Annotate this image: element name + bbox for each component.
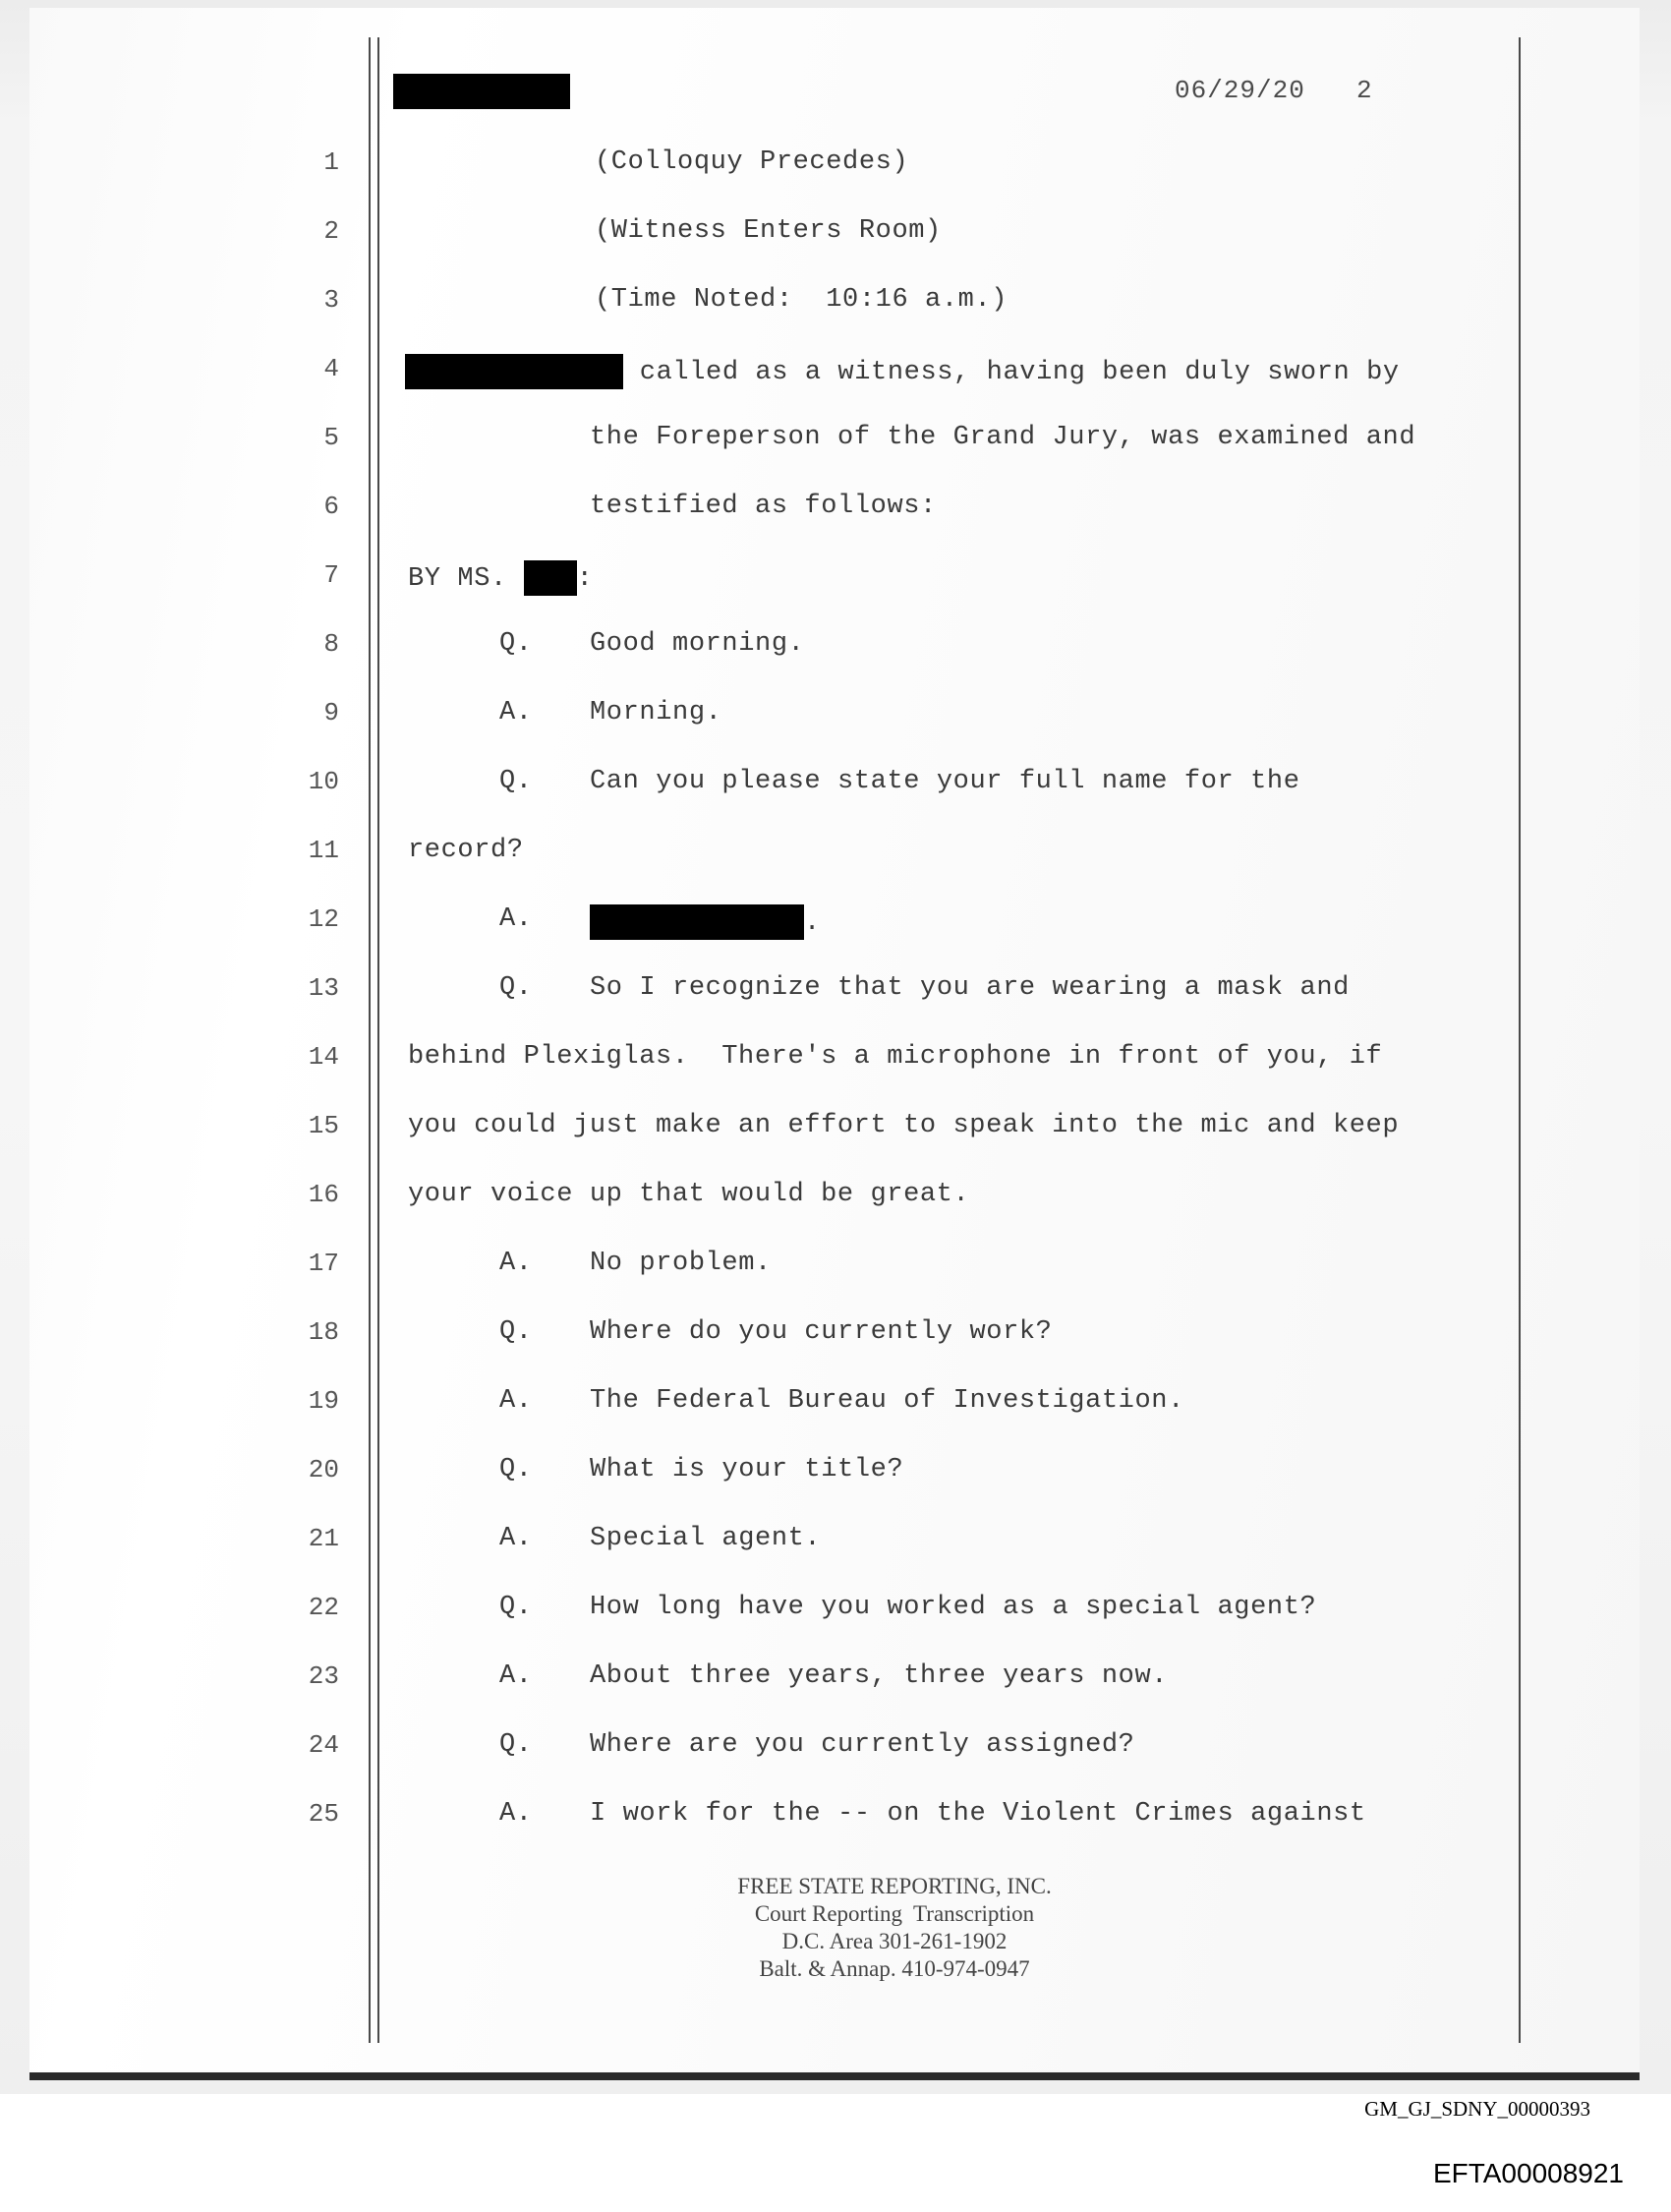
line-number: 5	[323, 423, 339, 452]
transcript-line	[0, 904, 1573, 954]
speaker-label: Q.	[499, 767, 533, 796]
transcript-line	[0, 492, 1573, 541]
line-number: 21	[308, 1524, 339, 1553]
speaker-label: A.	[499, 1249, 533, 1278]
line-text: No problem.	[590, 1249, 772, 1278]
line-period: .	[804, 908, 821, 939]
line-number: 15	[308, 1111, 339, 1140]
transcript-line	[0, 698, 1573, 747]
line-text: behind Plexiglas. There's a microphone in front of you, if	[408, 1042, 1383, 1072]
line-number: 24	[308, 1730, 339, 1760]
examiner-label: BY MS.	[408, 564, 524, 595]
line-number: 9	[323, 698, 339, 728]
transcript-line	[0, 1661, 1573, 1711]
line-number: 14	[308, 1042, 339, 1072]
witness-name-redaction	[405, 354, 623, 389]
line-number: 20	[308, 1455, 339, 1484]
line-number: 19	[308, 1386, 339, 1416]
footer-service: Court Reporting Transcription	[754, 1901, 1035, 1926]
transcript-line	[0, 1111, 1573, 1160]
line-number: 23	[308, 1661, 339, 1691]
transcript-line	[0, 1249, 1573, 1298]
line-text: you could just make an effort to speak into the mic and keep	[408, 1111, 1400, 1140]
speaker-label: A.	[499, 698, 533, 728]
line-text: Where do you currently work?	[590, 1317, 1053, 1347]
speaker-label: Q.	[499, 1593, 533, 1622]
transcript-line	[0, 629, 1573, 678]
line-number: 16	[308, 1180, 339, 1209]
transcript-line	[0, 767, 1573, 816]
line-text: The Federal Bureau of Investigation.	[590, 1386, 1184, 1416]
line-text: About three years, three years now.	[590, 1661, 1169, 1691]
header-page-number: 2	[1356, 76, 1372, 105]
line-text: I work for the -- on the Violent Crimes against	[590, 1799, 1366, 1829]
speaker-label: A.	[499, 904, 533, 934]
speaker-label: Q.	[499, 629, 533, 659]
line-text: (Time Noted: 10:16 a.m.)	[595, 285, 1008, 315]
speaker-label: Q.	[499, 1317, 533, 1347]
line-text: (Witness Enters Room)	[595, 216, 942, 246]
header-date: 06/29/20	[1175, 76, 1305, 105]
transcript-line	[0, 1317, 1573, 1367]
transcript-line	[0, 1593, 1573, 1642]
line-number: 3	[323, 285, 339, 315]
speaker-label: Q.	[499, 1730, 533, 1760]
line-text: your voice up that would be great.	[408, 1180, 970, 1209]
line-text: Where are you currently assigned?	[590, 1730, 1135, 1760]
witness-name-redaction	[590, 904, 804, 940]
line-text: Can you please state your full name for the	[590, 767, 1300, 796]
transcript-line	[0, 216, 1573, 265]
line-text: So I recognize that you are wearing a mask and	[590, 973, 1350, 1003]
transcript-line	[0, 1042, 1573, 1091]
line-number: 4	[323, 354, 339, 383]
transcript-line	[0, 423, 1573, 472]
transcript-line	[0, 560, 1573, 610]
line-number: 18	[308, 1317, 339, 1347]
line-number: 8	[323, 629, 339, 659]
line-number: 6	[323, 492, 339, 521]
line-text: How long have you worked as a special agent?	[590, 1593, 1317, 1622]
transcript-line	[0, 1386, 1573, 1435]
line-text: Good morning.	[590, 629, 805, 659]
examiner-name-redaction	[524, 560, 577, 596]
transcript-line	[0, 354, 1573, 403]
footer-dc-phone: D.C. Area 301-261-1902	[781, 1929, 1008, 1953]
line-text: (Colloquy Precedes)	[595, 147, 909, 177]
reporter-footer	[649, 1873, 1140, 1983]
line-number: 7	[323, 560, 339, 590]
transcript-line	[0, 1730, 1573, 1779]
transcript-line	[0, 1455, 1573, 1504]
speaker-label: A.	[499, 1799, 533, 1829]
line-number: 22	[308, 1593, 339, 1622]
line-number: 11	[308, 836, 339, 865]
line-text: testified as follows:	[590, 492, 937, 521]
transcript-line	[0, 1180, 1573, 1229]
transcript-line	[0, 1799, 1573, 1848]
line-number: 25	[308, 1799, 339, 1829]
transcript-line	[0, 973, 1573, 1022]
line-text: Special agent.	[590, 1524, 822, 1553]
speaker-label: Q.	[499, 973, 533, 1003]
line-text	[408, 560, 593, 596]
transcript-line	[0, 147, 1573, 197]
line-number: 12	[308, 904, 339, 934]
bates-number: GM_GJ_SDNY_00000393	[1364, 2097, 1590, 2121]
line-number: 17	[308, 1249, 339, 1278]
transcript-line	[0, 1524, 1573, 1573]
line-number: 2	[323, 216, 339, 246]
speaker-label: A.	[499, 1524, 533, 1553]
footer-company: FREE STATE REPORTING, INC.	[737, 1874, 1052, 1898]
header-redaction-block	[393, 74, 570, 109]
line-number: 10	[308, 767, 339, 796]
line-number: 1	[323, 147, 339, 177]
line-number: 13	[308, 973, 339, 1003]
transcript-line	[0, 285, 1573, 334]
transcript-line	[0, 836, 1573, 885]
footer-balt-phone: Balt. & Annap. 410-974-0947	[759, 1956, 1030, 1981]
efta-number: EFTA00008921	[1432, 2158, 1624, 2188]
line-text: record?	[408, 836, 524, 865]
line-text-content: called as a witness, having been duly sworn by	[623, 358, 1400, 388]
line-text: Morning.	[590, 698, 722, 728]
examiner-colon: :	[576, 564, 594, 595]
line-text: What is your title?	[590, 1455, 904, 1484]
line-text: the Foreperson of the Grand Jury, was examined and	[590, 423, 1416, 452]
speaker-label: Q.	[499, 1455, 533, 1484]
speaker-label: A.	[499, 1661, 533, 1691]
line-text	[590, 904, 821, 940]
speaker-label: A.	[499, 1386, 533, 1416]
line-text	[405, 354, 1400, 389]
